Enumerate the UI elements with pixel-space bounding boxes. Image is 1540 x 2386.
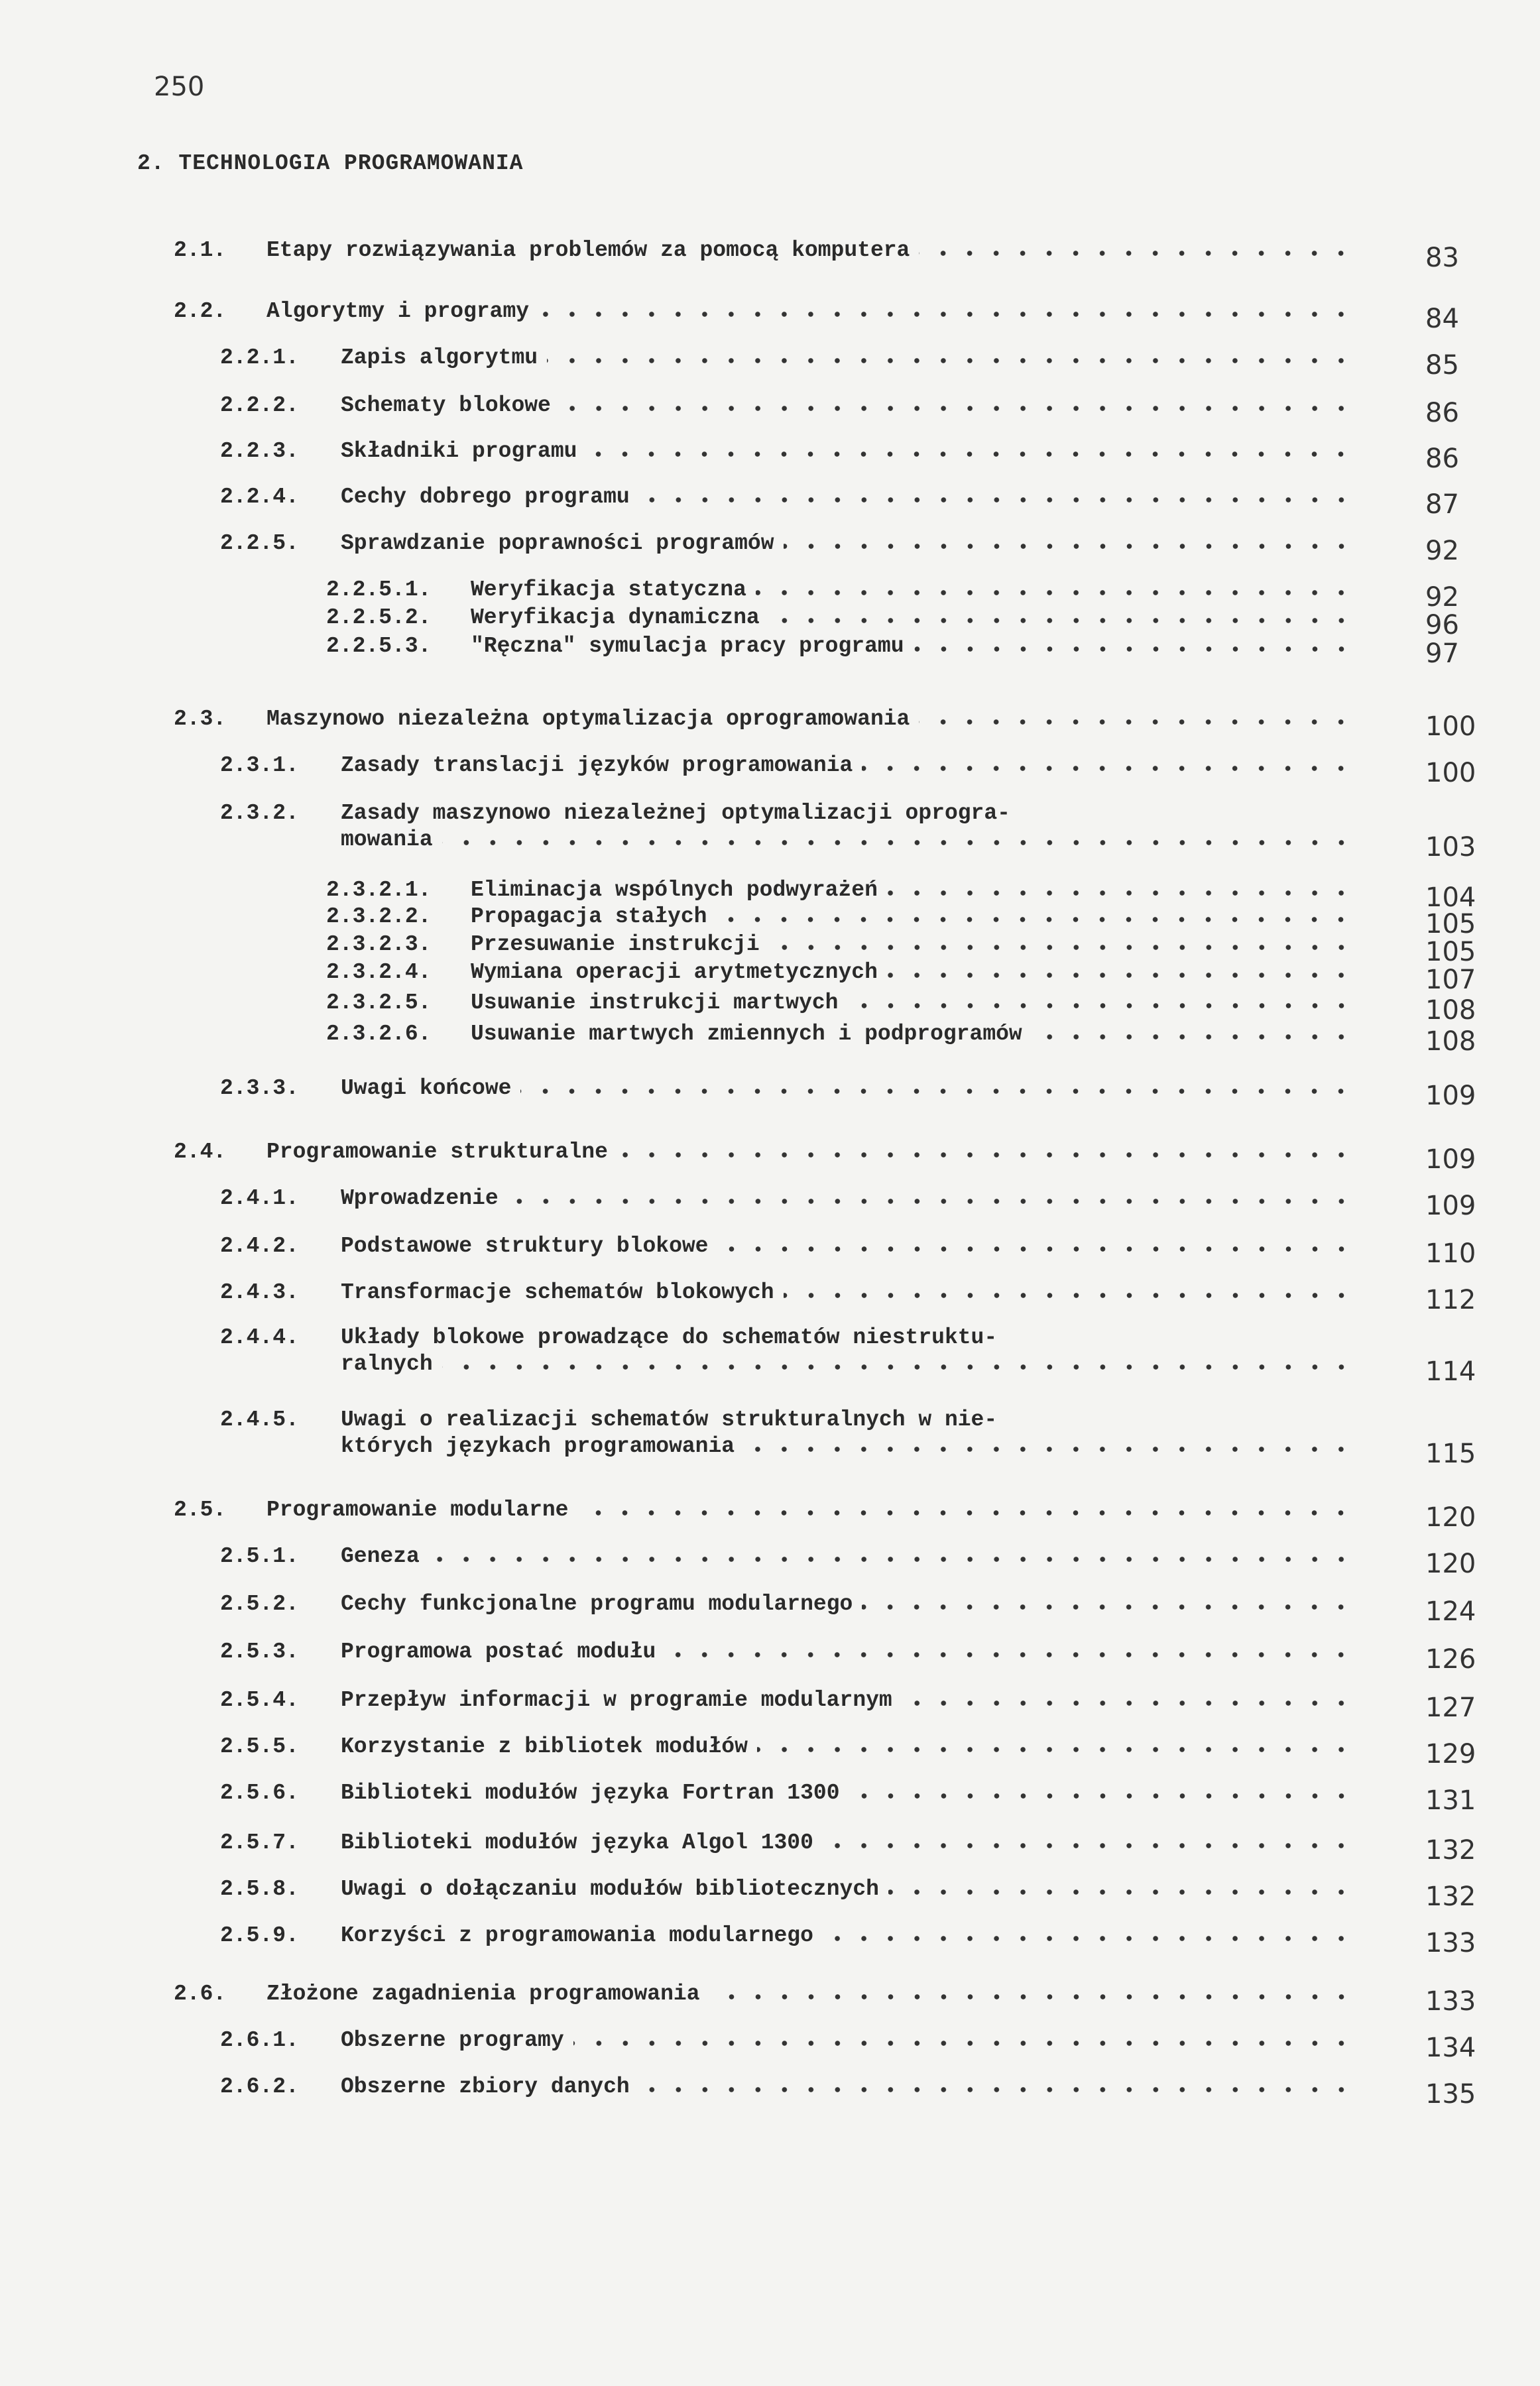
entry-title: Przepływ informacji w programie modularnym [341,1688,892,1712]
entry-title: Usuwanie instrukcji martwych [471,990,839,1015]
entry-number: 2.5.2. [220,1592,299,1616]
entry-number: 2.5.3. [220,1640,299,1664]
entry-title: Usuwanie martwych zmiennych i podprogramów [471,1022,1022,1046]
dot-leader [756,590,1354,595]
toc-entry [326,633,1354,660]
entry-number: 2.4. [174,1140,227,1164]
entry-title: Zapis algorytmu [341,345,538,370]
toc-entry [220,1734,1354,1760]
entry-title: Zasady maszynowo niezależnej optymalizacji oprogra- [341,801,1010,825]
entry-title: Weryfikacja statyczna [471,577,746,602]
entry-title: Korzystanie z bibliotek modułów [341,1734,748,1759]
entry-page: 107 [1425,965,1476,995]
entry-title: Weryfikacja dynamiczna [471,605,760,630]
entry-title: Uwagi końcowe [341,1076,512,1101]
entry-number: 2.5.6. [220,1781,299,1805]
toc-entry [220,2027,1354,2054]
dot-leader [665,1652,1354,1657]
dot-leader [718,1246,1355,1252]
entry-title: Obszerne zbiory danych [341,2074,630,2099]
entry-page: 110 [1425,1238,1476,1269]
dot-leader [887,973,1354,978]
entry-title: Cechy funkcjonalne programu modularnego [341,1592,853,1616]
toc-entry [220,1780,1354,1807]
entry-number: 2.6. [174,1982,227,2006]
dot-leader [849,1793,1354,1799]
entry-number: 2.2.5.1. [326,577,432,602]
entry-title: Eliminacja wspólnych podwyrażeń [471,878,878,902]
dot-leader [442,1364,1354,1370]
entry-title: Sprawdzanie poprawności programów [341,531,774,556]
entry-page: 108 [1425,1026,1476,1057]
toc-entry [220,1280,1354,1306]
toc-entry [174,1139,1354,1165]
entry-number: 2.5.4. [220,1688,299,1712]
entry-title: Uwagi o realizacji schematów strukturalnych w nie- [341,1407,998,1432]
dot-leader [757,1747,1354,1752]
entry-title: ralnych [341,1352,433,1376]
entry-number: 2.3.3. [220,1076,299,1101]
entry-number: 2.5. [174,1498,227,1522]
dot-leader [888,1889,1354,1895]
entry-number: 2.2.5. [220,531,299,556]
entry-page: 96 [1425,610,1459,640]
entry-number: 2.3. [174,707,227,731]
entry-title: Zasady translacji języków programowania [341,753,853,778]
entry-title: Wprowadzenie [341,1186,499,1211]
entry-number: 2.6.1. [220,2028,299,2053]
entry-page: 127 [1425,1693,1476,1723]
dot-leader [769,618,1354,623]
entry-title: Układy blokowe prowadzące do schematów niestruktu- [341,1325,998,1350]
entry-number: 2.1. [174,238,227,263]
entry-title: Schematy blokowe [341,393,551,418]
entry-page: 92 [1425,536,1459,566]
toc-entry [220,1830,1354,1856]
toc-entry [220,1639,1354,1665]
toc-entry [326,577,1354,603]
entry-page: 120 [1425,1502,1476,1533]
entry-number: 2.4.4. [220,1325,299,1350]
entry-page: 100 [1425,711,1476,742]
entry-page: 131 [1425,1785,1476,1816]
entry-number: 2.3.2.4. [326,960,432,984]
entry-page: 100 [1425,758,1476,788]
entry-page: 92 [1425,582,1459,613]
dot-leader [823,1936,1354,1941]
toc-entry [326,605,1354,631]
entry-number: 2.6.2. [220,2074,299,2099]
entry-title: Biblioteki modułów języka Algol 1300 [341,1830,813,1855]
entry-title: Etapy rozwiązywania problemów za pomocą komputera [267,238,910,263]
entry-number: 2.5.7. [220,1830,299,1855]
entry-number: 2.2.3. [220,439,299,463]
entry-title: Programowa postać modułu [341,1640,656,1664]
entry-number: 2.4.2. [220,1234,299,1258]
entry-page: 108 [1425,995,1476,1026]
entry-number: 2.3.2.5. [326,990,432,1015]
entry-page: 83 [1425,243,1459,273]
entry-title: Podstawowe struktury blokowe [341,1234,709,1258]
dot-leader [744,1447,1354,1452]
toc-entry [220,1075,1354,1102]
entry-number: 2.3.2.2. [326,904,432,929]
dot-leader [586,451,1354,457]
entry-number: 2.2. [174,299,227,324]
entry-page: 129 [1425,1739,1476,1769]
dot-leader [823,1843,1354,1848]
entry-title: Obszerne programy [341,2028,564,2053]
entry-page: 132 [1425,1835,1476,1866]
toc-entry [220,438,1354,465]
entry-page: 135 [1425,2079,1476,2110]
toc-entry [220,1687,1354,1714]
toc-entry [326,904,1354,930]
toc-entry [326,1021,1354,1047]
entry-page: 109 [1425,1081,1476,1111]
entry-page: 86 [1425,444,1459,474]
entry-page: 87 [1425,489,1459,520]
entry-number: 2.3.2.6. [326,1022,432,1046]
entry-number: 2.4.1. [220,1186,299,1211]
entry-page: 105 [1425,937,1476,967]
entry-page: 132 [1425,1881,1476,1912]
entry-page: 105 [1425,909,1476,939]
dot-leader [887,890,1354,896]
dot-leader [573,2041,1354,2046]
entry-page: 120 [1425,1549,1476,1579]
entry-number: 2.5.5. [220,1734,299,1759]
page-number: 250 [154,72,205,102]
entry-number: 2.3.2.1. [326,878,432,902]
entry-title: "Ręczna" symulacja pracy programu [471,634,904,658]
entry-number: 2.5.9. [220,1923,299,1948]
entry-title: mowania [341,827,433,852]
entry-title: Wymiana operacji arytmetycznych [471,960,878,984]
entry-page: 133 [1425,1928,1476,1958]
entry-page: 112 [1425,1285,1476,1315]
entry-title: Transformacje schematów blokowych [341,1280,774,1305]
entry-title: których językach programowania [341,1434,735,1459]
dot-leader [560,406,1354,411]
toc-entry [174,298,1354,325]
dot-leader [914,646,1354,652]
entry-number: 2.2.5.3. [326,634,432,658]
toc-entry [220,1407,1354,1460]
entry-page: 103 [1425,832,1476,863]
dot-leader [538,312,1354,317]
entry-number: 2.2.2. [220,393,299,418]
toc-entry [174,237,1354,264]
toc-entry [326,877,1354,904]
entry-number: 2.2.5.2. [326,605,432,630]
dot-leader [919,719,1354,725]
toc-entry [326,931,1354,958]
dot-leader [784,1293,1354,1298]
dot-leader [862,1604,1354,1610]
chapter-title: 2. TECHNOLOGIA PROGRAMOWANIA [137,151,524,176]
entry-title: Propagacja stałych [471,904,707,929]
entry-title: Algorytmy i programy [267,299,530,324]
dot-leader [1032,1034,1354,1040]
dot-leader [617,1152,1354,1158]
toc-entry [174,1497,1354,1523]
entry-number: 2.5.1. [220,1544,299,1569]
entry-title: Programowanie modularne [267,1498,569,1522]
entry-title: Cechy dobrego programu [341,485,630,509]
entry-title: Składniki programu [341,439,577,463]
toc-entry [174,706,1354,733]
toc-entry [220,484,1354,510]
dot-leader [442,840,1354,845]
dot-leader [716,917,1354,922]
dot-leader [862,766,1354,771]
toc-entry [220,1325,1354,1378]
entry-page: 109 [1425,1191,1476,1221]
entry-number: 2.3.2. [220,801,299,825]
dot-leader [547,358,1354,363]
toc-entry [220,1591,1354,1618]
toc-entry [326,990,1354,1016]
entry-page: 97 [1425,638,1459,669]
dot-leader [848,1003,1355,1008]
dot-leader [919,251,1354,256]
toc-entry [220,530,1354,557]
entry-number: 2.2.1. [220,345,299,370]
entry-page: 85 [1425,350,1459,381]
entry-page: 115 [1425,1439,1476,1469]
entry-number: 2.4.3. [220,1280,299,1305]
entry-title: Uwagi o dołączaniu modułów bibliotecznych [341,1877,879,1901]
entry-number: 2.4.5. [220,1407,299,1432]
entry-page: 86 [1425,398,1459,428]
toc-entry [220,752,1354,779]
toc-entry [220,392,1354,419]
entry-number: 2.5.8. [220,1877,299,1901]
toc-entry [220,1923,1354,1949]
entry-page: 114 [1425,1356,1476,1387]
entry-page: 133 [1425,1986,1476,2017]
entry-title: Geneza [341,1544,420,1569]
entry-title: Złożone zagadnienia programowania [267,1982,700,2006]
entry-title: Przesuwanie instrukcji [471,932,760,957]
entry-page: 124 [1425,1596,1476,1627]
dot-leader [709,1994,1354,1999]
toc-entry [220,1185,1354,1212]
entry-page: 109 [1425,1144,1476,1175]
dot-leader [429,1557,1354,1562]
dot-leader [520,1089,1354,1094]
dot-leader [577,1510,1354,1516]
entry-page: 126 [1425,1644,1476,1675]
toc-entry [220,1543,1354,1570]
entry-title: Korzyści z programowania modularnego [341,1923,813,1948]
toc-entry [326,959,1354,986]
entry-number: 2.3.2.3. [326,932,432,957]
entry-title: Biblioteki modułów języka Fortran 1300 [341,1781,840,1805]
entry-title: Maszynowo niezależna optymalizacja oprogramowania [267,707,910,731]
entry-page: 134 [1425,2033,1476,2063]
dot-leader [902,1700,1354,1706]
toc-entry [220,800,1354,853]
dot-leader [784,544,1354,549]
entry-number: 2.3.1. [220,753,299,778]
entry-page: 104 [1425,882,1476,913]
entry-number: 2.2.4. [220,485,299,509]
entry-page: 84 [1425,304,1459,334]
dot-leader [639,497,1354,503]
dot-leader [639,2087,1354,2092]
dot-leader [508,1199,1354,1204]
toc-entry [220,2074,1354,2100]
toc-entry [220,1876,1354,1903]
toc-entry [174,1981,1354,2007]
toc-entry [220,1233,1354,1260]
toc-entry [220,345,1354,371]
dot-leader [769,945,1354,950]
entry-title: Programowanie strukturalne [267,1140,608,1164]
